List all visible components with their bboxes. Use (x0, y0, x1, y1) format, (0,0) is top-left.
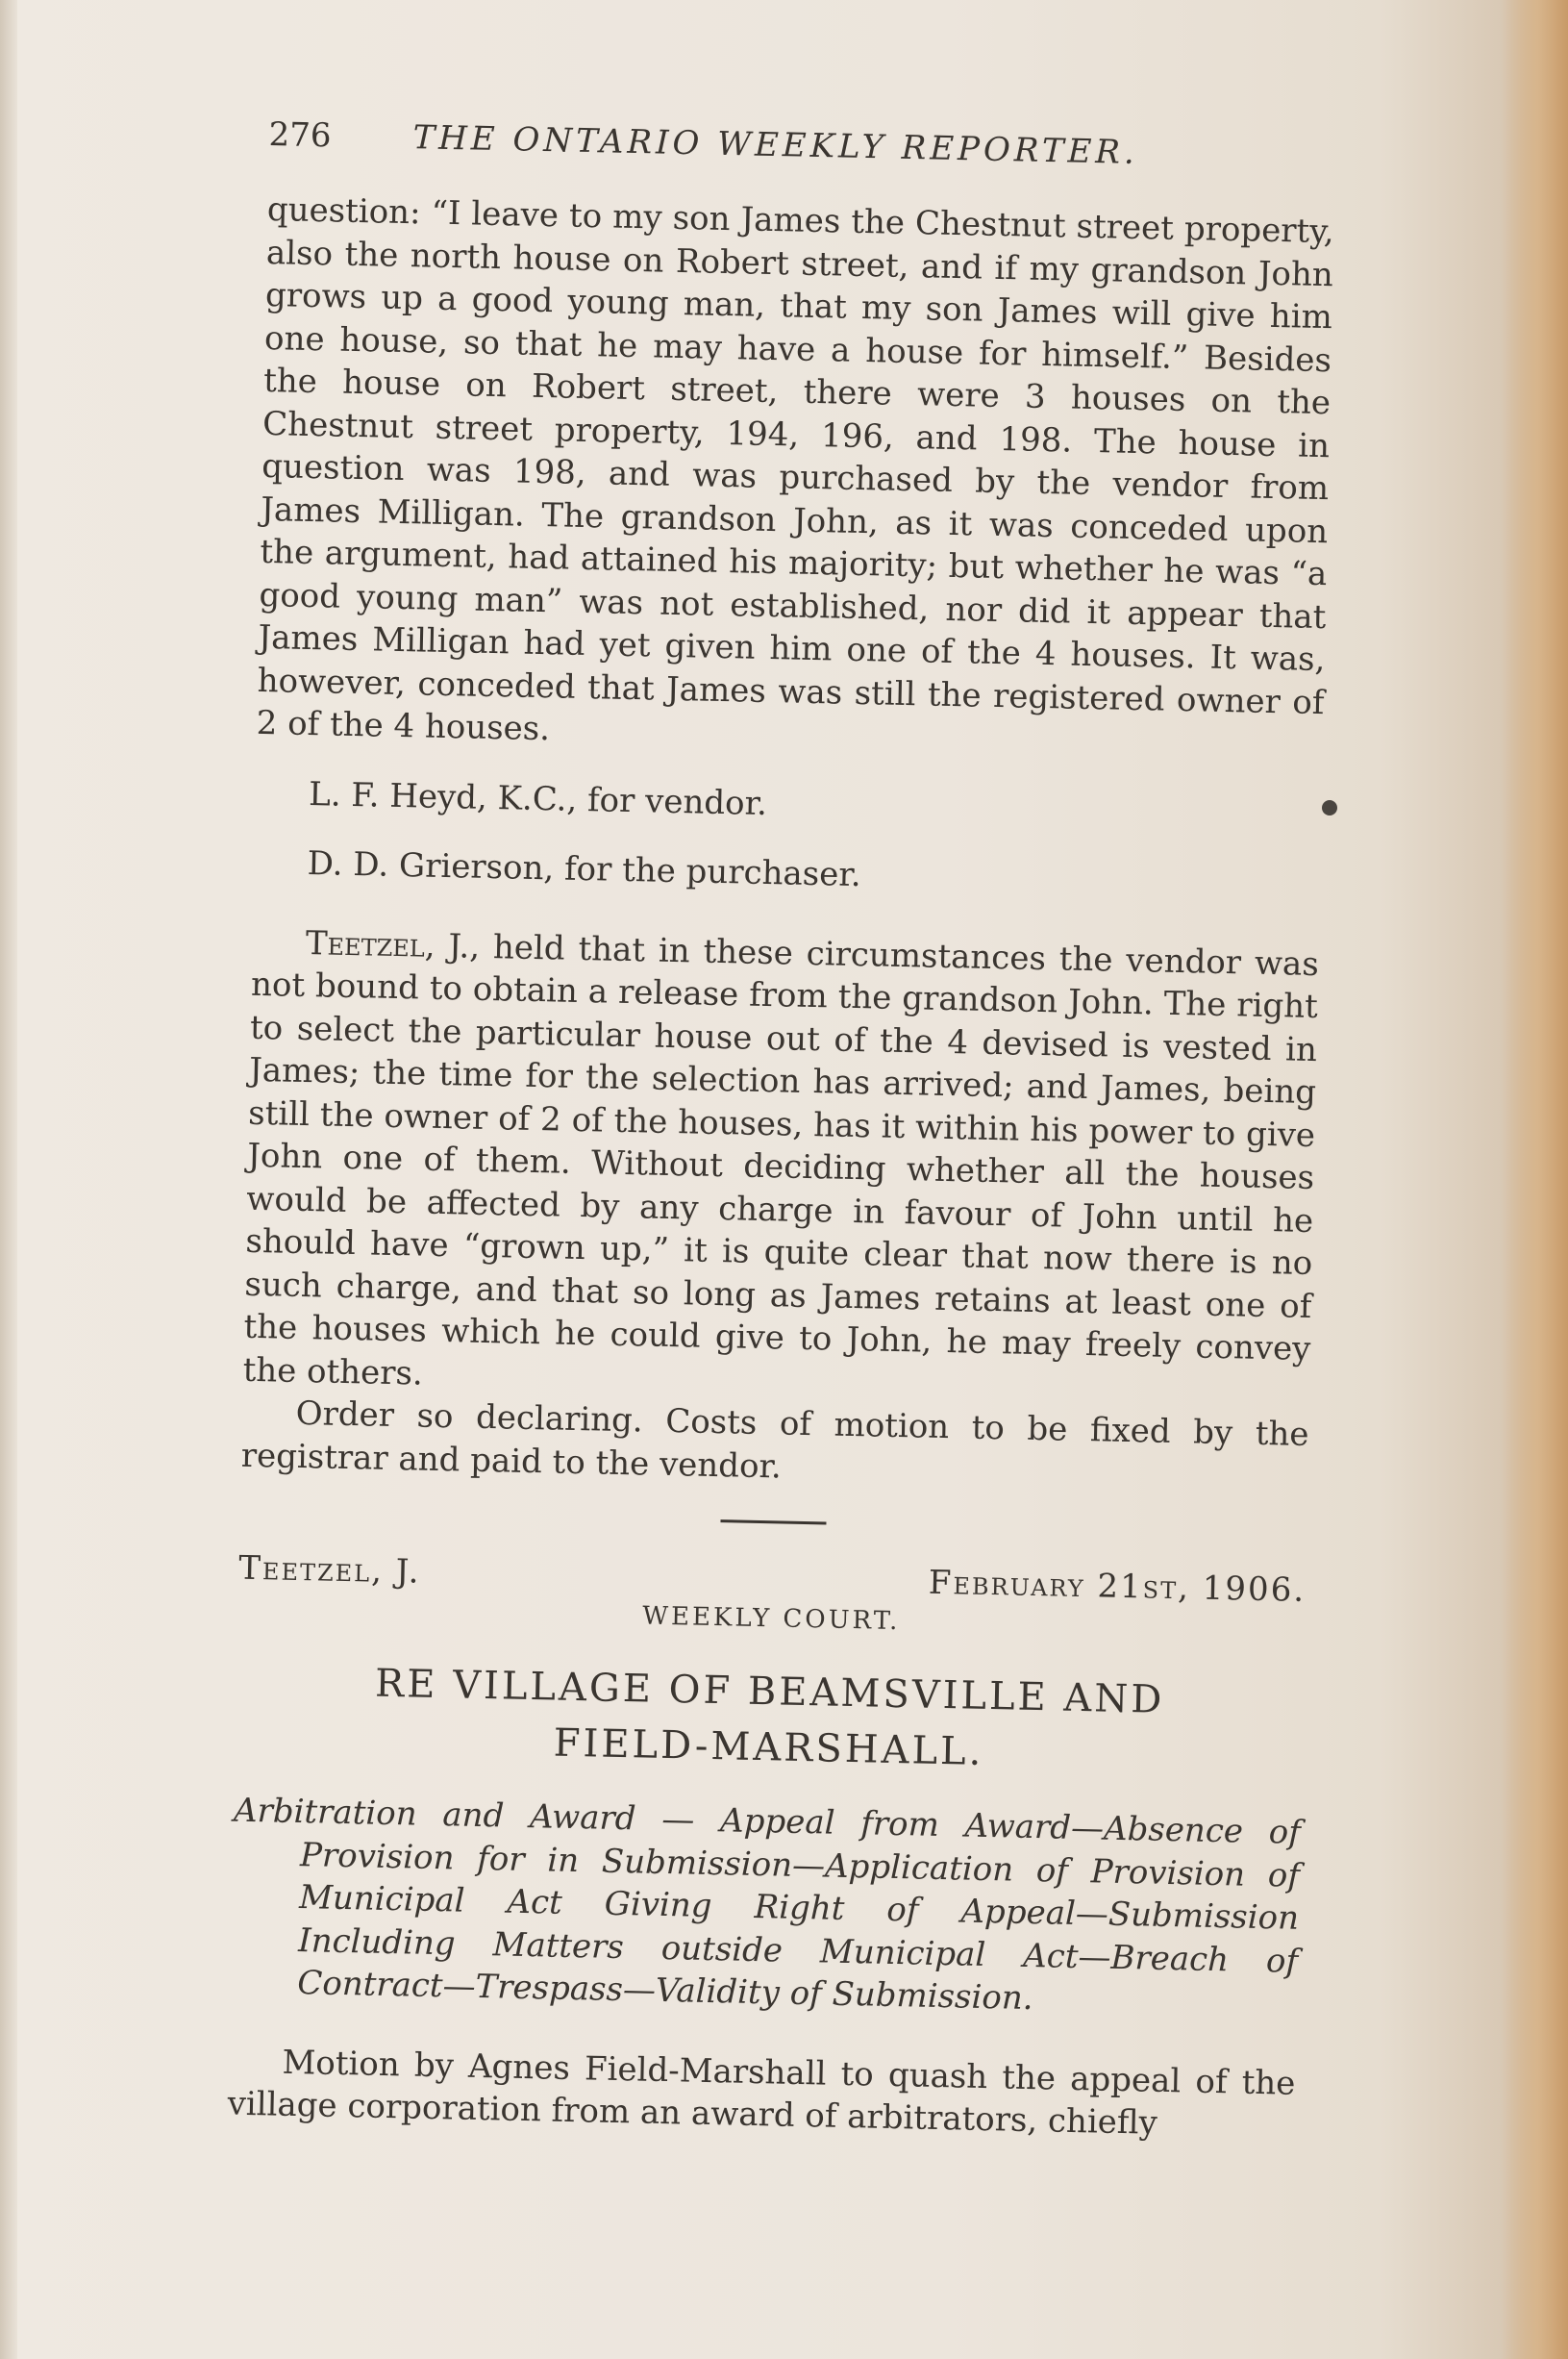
page-number: 276 (268, 115, 332, 156)
book-spine-shadow (0, 0, 17, 2359)
ink-spot (1322, 800, 1337, 816)
paragraph-motion: Motion by Agnes Field-Marshall to quash the appeal of the village corporation from an award of arbitrators, chiefly (227, 2043, 1296, 2143)
case-date: February 21st, 1906. (928, 1563, 1307, 1610)
paragraph-facts: question: “I leave to my son James the Chestnut street property, also the north house on Robert street, and if my grandson John grows up a good young man, that my son James will give him one house, so that he may have a house for himself.” Besides the house on Robert street, there were 3 houses on the Chestnut street property, 194, 196, and 198. The house in question was 198, and was purchased by the vendor from James Milligan. The grandson John, as it was conceded upon the argument, had attained his majority; but whether he was “a good young man” was not established, nor did it appear that James Milligan had yet given him one of the 4 houses. It was, however, conceded that James was still the registered owner of 2 of the 4 houses. (256, 189, 1335, 749)
judge-name: Teetzel, J., (305, 923, 481, 966)
case-judge: Teetzel, J. (237, 1548, 422, 1592)
running-title: THE ONTARIO WEEKLY REPORTER. (412, 118, 1139, 172)
court-name: WEEKLY COURT. (641, 1601, 901, 1637)
counsel-purchaser: D. D. Grierson, for the purchaser. (307, 844, 862, 895)
case-headnote: Arbitration and Award — Appeal from Award—Absence of Provision for in Submission—Application of Provision of Municipal Act Giving Right of Appeal—Submission Including Matters outside Municipal Act—Breach of Contract—Trespass—Validity of Submission. (233, 1791, 1302, 2019)
paragraph-order: Order so declaring. Costs of motion to be fixed by the registrar and paid to the vendor. (240, 1393, 1309, 1486)
running-header (268, 115, 1336, 176)
paragraph-judgment (242, 920, 1319, 1414)
case-title: RE VILLAGE OF BEAMSVILLE AND FIELD-MARSHALL. (374, 1661, 1165, 1774)
judgment-text: held that in these circumstances the vendor was not bound to obtain a release from the grandson John. The right to select the particular house out of the 4 devised is vested in James; the time for the selection has arrived; and James, being still the owner of 2 of the houses, has it within his power to give John one of them. Without deciding whether all the houses would be affected by any charge in favour of John until he should have “grown up,” it is quite clear that now there is no such charge, and that so long as James retains at least one of the houses which he could give to John, he may freely convey the others. (242, 927, 1320, 1393)
page-text-block (227, 115, 1336, 2147)
page-edge-discoloration (1501, 0, 1568, 2359)
section-divider (720, 1519, 826, 1524)
counsel-vendor: L. F. Heyd, K.C., for vendor. (308, 774, 768, 823)
